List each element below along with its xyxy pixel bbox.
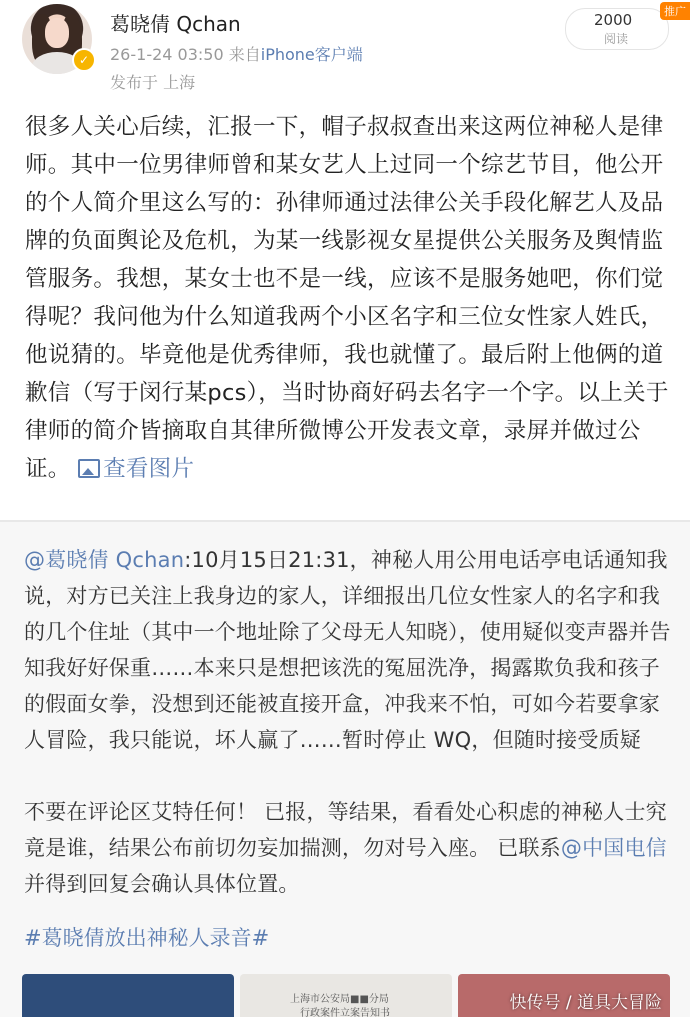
repost-paragraph-2a: 不要在评论区艾特任何！ 已报，等结果，看看处心积虑的神秘人士究竟是谁，结果公布前切勿妄加揣测，勿对号入座。 已联系 bbox=[24, 800, 667, 860]
mention-china-telecom[interactable]: @中国电信 bbox=[560, 836, 667, 860]
view-pictures-link[interactable] bbox=[78, 456, 194, 482]
image-thumbnail-2[interactable] bbox=[240, 974, 452, 1017]
post-meta bbox=[110, 42, 363, 65]
picture-icon bbox=[78, 459, 100, 478]
read-count-badge bbox=[565, 8, 669, 50]
image-thumbnail-3[interactable] bbox=[458, 974, 670, 1017]
repost-author-mention[interactable]: @葛晓倩 Qchan bbox=[24, 548, 185, 572]
verified-badge-icon: ✓ bbox=[72, 48, 96, 72]
repost-paragraph-2b: 并得到回复会确认具体位置。 bbox=[24, 872, 300, 896]
reposted-content[interactable] bbox=[0, 522, 690, 1017]
document-header: 上海市公安局■■分局 bbox=[290, 994, 389, 1005]
image-thumbnail-1[interactable] bbox=[22, 974, 234, 1017]
client-link[interactable]: iPhone客户端 bbox=[260, 45, 363, 64]
post-text: 很多人关心后续，汇报一下，帽子叔叔查出来这两位神秘人是律师。其中一位男律师曾和某女艺人上过同一个综艺节目，他公开的个人简介里这么写的：孙律师通过法律公关手段化解艺人及品牌的负面舆论及危机，为某一线影视女星提供公关服务及舆情监管服务。我想，某女士也不是一线，应该不是服务她吧，你们觉得呢？我问他为什么知道我两个小区名字和三位女性家人姓氏，他说猜的。毕竟他是优秀律师，我也就懂了。最后附上他俩的道歉信（写于闵行某pcs），当时协商好码去名字一个字。以上关于律师的简介皆摘取自其律所微博公开发表文章，录屏并做过公证。 bbox=[25, 114, 669, 482]
watermark: 快传号 / 道具大冒险 bbox=[509, 993, 662, 1013]
repost-paragraph-1: :10月15日21:31，神秘人用公用电话亭电话通知我说，对方已关注上我身边的家人，详细报出几位女性家人的名字和我的几个住址（其中一个地址除了父母无人知晓），使用疑似变声器并告知我好好保重……本来只是想把该洗的冤屈洗净，揭露欺负我和孩子的假面女拳，没想到还能被直接开盒，冲我来不怕，可如今若要拿家人冒险，我只能说，坏人赢了……暂时停止 WQ，但随时接受质疑 bbox=[24, 548, 671, 752]
view-pictures-label: 查看图片 bbox=[103, 456, 195, 482]
from-label: 来自 bbox=[228, 45, 261, 64]
document-title: 行政案件立案告知书 bbox=[300, 1008, 390, 1017]
post-location: 发布于 上海 bbox=[110, 73, 196, 92]
repost-text bbox=[24, 542, 674, 902]
post-date: 26-1-24 03:50 bbox=[110, 45, 224, 64]
promo-tag[interactable]: 推广 bbox=[660, 2, 690, 20]
username[interactable]: 葛晓倩 Qchan bbox=[110, 12, 241, 36]
hashtag[interactable]: #葛晓倩放出神秘人录音# bbox=[24, 926, 270, 950]
read-label: 阅读 bbox=[604, 32, 629, 46]
read-count: 2000 bbox=[594, 11, 633, 29]
post-header bbox=[0, 0, 690, 100]
post-body bbox=[25, 108, 675, 488]
